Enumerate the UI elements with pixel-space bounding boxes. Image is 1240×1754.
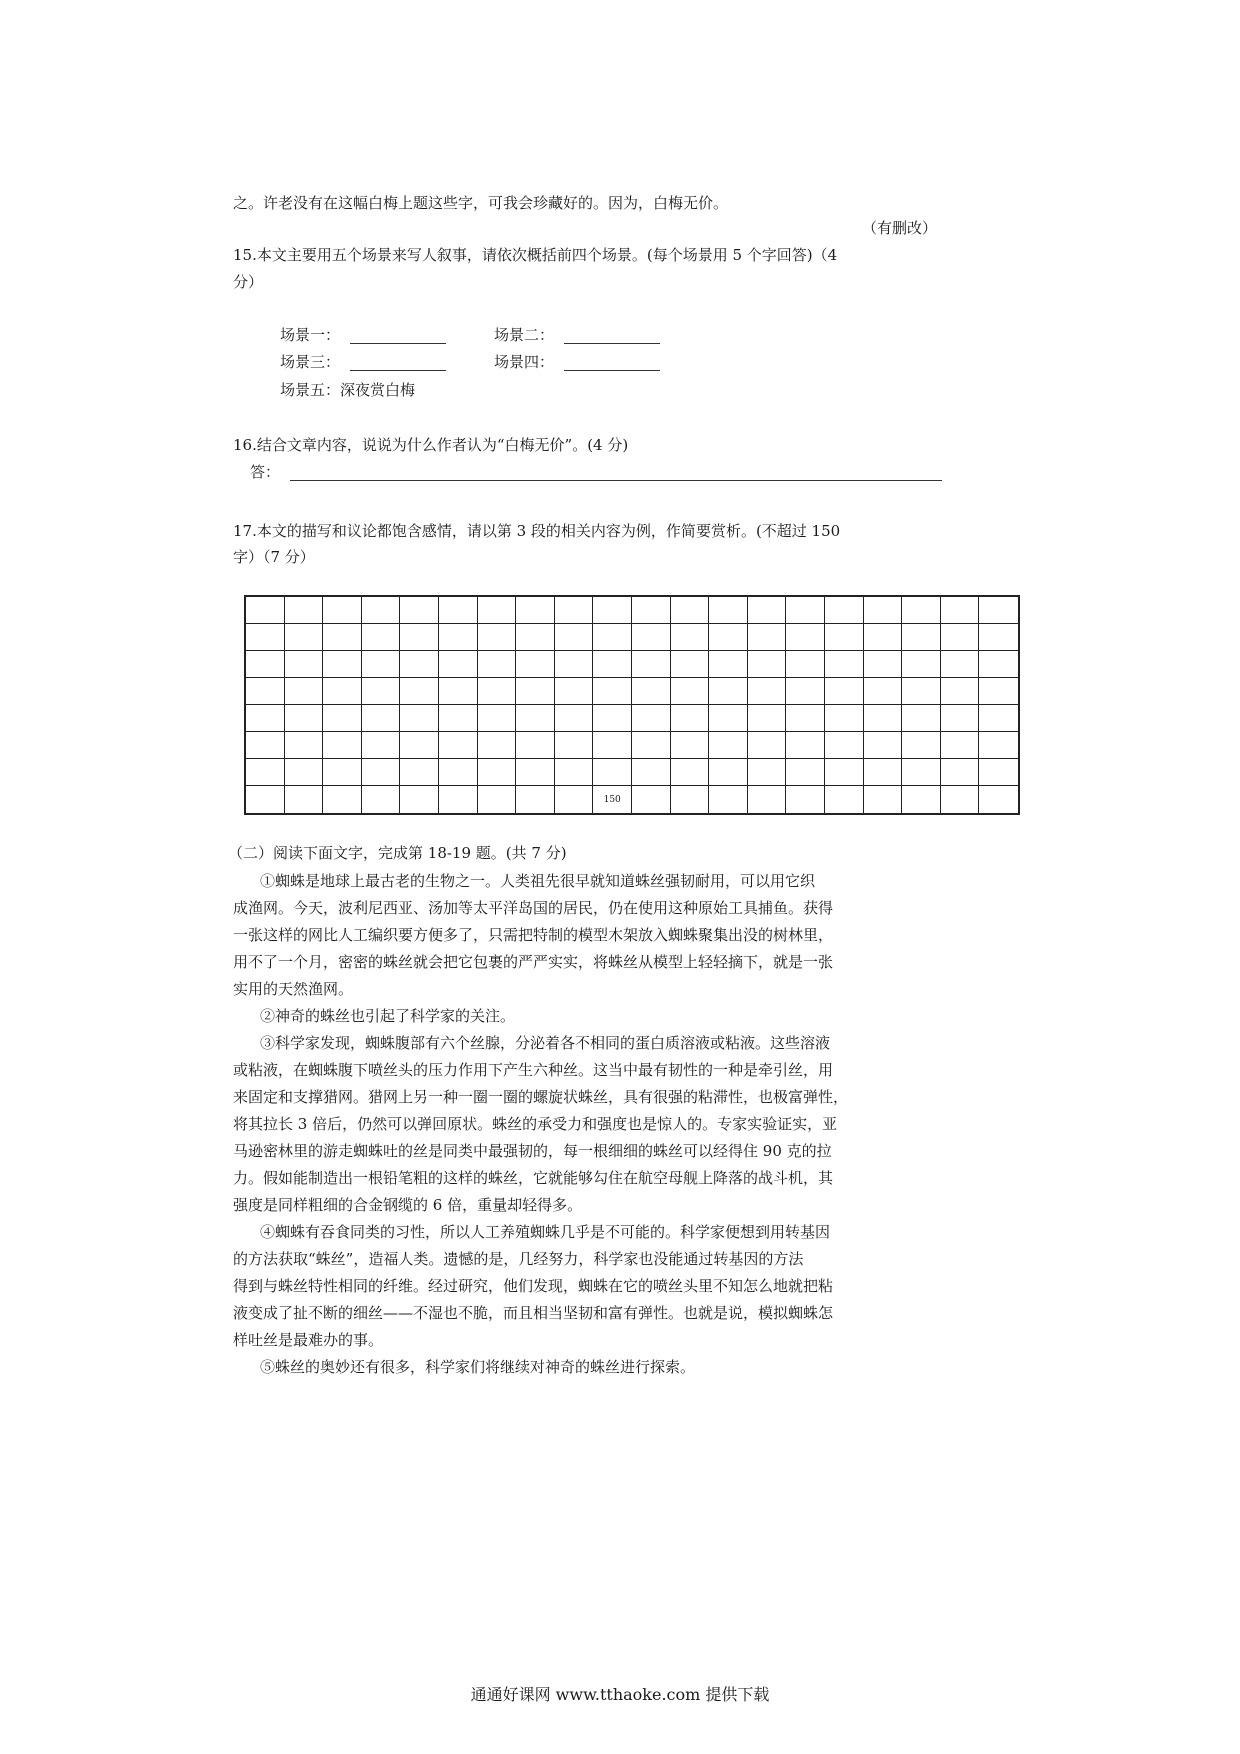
grid-cell[interactable] — [786, 732, 825, 759]
scene1-label: 场景一： — [280, 326, 341, 344]
grid-cell[interactable] — [632, 651, 671, 678]
grid-cell[interactable] — [786, 786, 825, 813]
grid-cell[interactable] — [902, 786, 941, 813]
q16-answer-line[interactable] — [290, 480, 942, 481]
grid-cell[interactable] — [555, 678, 594, 705]
grid-cell[interactable] — [864, 651, 903, 678]
para3-line: ③科学家发现，蜘蛛腹部有六个丝腺，分泌着各不相同的蛋白质溶液或粘液。这些溶液 — [260, 1034, 831, 1052]
grid-cell[interactable] — [285, 732, 324, 759]
grid-cell[interactable] — [786, 597, 825, 624]
para4-line: 得到与蛛丝特性相同的纤维。经过研究，他们发现，蜘蛛在它的喷丝头里不知怎么地就把粘 — [233, 1277, 834, 1295]
grid-cell[interactable] — [979, 732, 1018, 759]
grid-cell[interactable] — [478, 624, 517, 651]
para3-line: 来固定和支撑猎网。猎网上另一种一圈一圈的螺旋状蛛丝，具有很强的粘滞性，也极富弹性， — [233, 1088, 849, 1106]
grid-cell[interactable] — [516, 705, 555, 732]
grid-cell[interactable] — [748, 759, 787, 786]
grid-cell[interactable] — [555, 624, 594, 651]
grid-cell[interactable] — [400, 732, 439, 759]
scene3-answer-blank[interactable] — [350, 370, 446, 371]
grid-cell[interactable] — [979, 651, 1018, 678]
para4-line: ④蜘蛛有吞食同类的习性，所以人工养殖蜘蛛几乎是不可能的。科学家便想到用转基因 — [260, 1223, 831, 1241]
grid-cell[interactable] — [825, 651, 864, 678]
para1-line: 成渔网。今天，波利尼西亚、汤加等太平洋岛国的居民，仍在使用这种原始工具捕鱼。获得 — [233, 899, 834, 917]
grid-cell[interactable] — [362, 597, 401, 624]
grid-cell[interactable] — [246, 678, 285, 705]
grid-cell[interactable] — [709, 678, 748, 705]
grid-cell[interactable] — [555, 732, 594, 759]
q17-answer-grid[interactable] — [244, 595, 1020, 815]
grid-cell[interactable] — [979, 678, 1018, 705]
grid-cell[interactable] — [439, 705, 478, 732]
grid-cell[interactable] — [516, 759, 555, 786]
scene3-label: 场景三： — [280, 353, 341, 371]
grid-cell[interactable] — [941, 732, 980, 759]
grid-cell[interactable] — [400, 786, 439, 813]
grid-cell[interactable] — [478, 705, 517, 732]
grid-cell[interactable] — [748, 651, 787, 678]
grid-cell[interactable] — [362, 705, 401, 732]
grid-cell[interactable] — [555, 597, 594, 624]
grid-cell[interactable] — [941, 759, 980, 786]
grid-cell[interactable] — [864, 678, 903, 705]
q15-stem-line2: 分） — [233, 273, 264, 291]
grid-cell[interactable] — [246, 597, 285, 624]
grid-cell[interactable] — [439, 624, 478, 651]
q17-stem-line1: 17.本文的描写和议论都饱含感情，请以第 3 段的相关内容为例，作简要赏析。(不超过 150 — [233, 522, 841, 540]
grid-cell[interactable] — [941, 678, 980, 705]
grid-cell[interactable] — [478, 597, 517, 624]
grid-cell[interactable] — [786, 759, 825, 786]
grid-cell[interactable] — [555, 786, 594, 813]
grid-cell[interactable] — [323, 705, 362, 732]
para2-line: ②神奇的蛛丝也引起了科学家的关注。 — [260, 1007, 516, 1025]
grid-cell[interactable] — [516, 786, 555, 813]
footer-watermark: 通通好课网 www.tthaoke.com 提供下载 — [470, 1685, 770, 1704]
q15-stem-line1: 15.本文主要用五个场景来写人叙事，请依次概括前四个场景。(每个场景用 5 个字回答)（4 — [233, 246, 838, 264]
grid-cell[interactable] — [516, 732, 555, 759]
grid-cell[interactable] — [864, 759, 903, 786]
grid-cell[interactable] — [593, 597, 632, 624]
grid-cell[interactable] — [439, 597, 478, 624]
grid-cell[interactable] — [362, 651, 401, 678]
grid-cell[interactable] — [941, 786, 980, 813]
grid-cell[interactable] — [555, 651, 594, 678]
grid-cell[interactable] — [709, 651, 748, 678]
grid-cell[interactable] — [825, 597, 864, 624]
grid-cell[interactable] — [323, 732, 362, 759]
grid-cell[interactable] — [516, 624, 555, 651]
q16-answer-label: 答： — [250, 463, 281, 481]
grid-cell[interactable] — [439, 651, 478, 678]
scene1-answer-blank[interactable] — [350, 343, 446, 344]
para1-line: ①蜘蛛是地球上最古老的生物之一。人类祖先很早就知道蛛丝强韧耐用，可以用它织 — [260, 872, 816, 890]
grid-cell[interactable] — [864, 705, 903, 732]
grid-cell[interactable] — [671, 678, 710, 705]
grid-count-mark: 150 — [603, 794, 621, 805]
grid-cell[interactable] — [748, 705, 787, 732]
grid-cell[interactable] — [902, 624, 941, 651]
para5-line: ⑤蛛丝的奥妙还有很多，科学家们将继续对神奇的蛛丝进行探索。 — [260, 1358, 696, 1376]
grid-cell[interactable] — [285, 759, 324, 786]
grid-cell[interactable] — [362, 678, 401, 705]
grid-cell[interactable] — [941, 597, 980, 624]
grid-cell[interactable] — [671, 705, 710, 732]
source-note: （有删改） — [862, 219, 938, 237]
grid-cell[interactable] — [825, 732, 864, 759]
grid-cell[interactable] — [709, 759, 748, 786]
grid-cell[interactable] — [748, 732, 787, 759]
grid-cell[interactable] — [632, 786, 671, 813]
grid-cell[interactable] — [285, 786, 324, 813]
grid-cell[interactable] — [285, 678, 324, 705]
grid-cell[interactable] — [671, 759, 710, 786]
grid-cell[interactable] — [902, 678, 941, 705]
grid-cell[interactable] — [246, 705, 285, 732]
grid-cell[interactable] — [400, 678, 439, 705]
grid-cell[interactable] — [825, 705, 864, 732]
grid-cell[interactable] — [632, 759, 671, 786]
scene4-answer-blank[interactable] — [564, 370, 660, 371]
grid-cell[interactable] — [439, 732, 478, 759]
grid-cell[interactable] — [439, 759, 478, 786]
grid-cell[interactable] — [825, 786, 864, 813]
grid-cell[interactable] — [593, 786, 632, 813]
grid-cell[interactable] — [748, 597, 787, 624]
grid-cell[interactable] — [323, 597, 362, 624]
grid-cell[interactable] — [709, 786, 748, 813]
grid-cell[interactable] — [825, 678, 864, 705]
para3-line: 或粘液，在蜘蛛腹下喷丝头的压力作用下产生六种丝。这当中最有韧性的一种是牵引丝，用 — [233, 1061, 834, 1079]
para1-line: 实用的天然渔网。 — [233, 980, 354, 998]
grid-cell[interactable] — [941, 705, 980, 732]
grid-cell[interactable] — [400, 597, 439, 624]
grid-cell[interactable] — [786, 678, 825, 705]
grid-cell[interactable] — [516, 678, 555, 705]
grid-cell[interactable] — [864, 597, 903, 624]
grid-cell[interactable] — [246, 624, 285, 651]
q17-stem-line2: 字）（7 分） — [233, 548, 315, 566]
grid-cell[interactable] — [478, 678, 517, 705]
grid-cell[interactable] — [979, 759, 1018, 786]
grid-cell[interactable] — [593, 678, 632, 705]
grid-cell[interactable] — [478, 786, 517, 813]
grid-cell[interactable] — [632, 624, 671, 651]
grid-cell[interactable] — [593, 759, 632, 786]
grid-cell[interactable] — [323, 759, 362, 786]
scene5-text: 场景五：深夜赏白梅 — [280, 381, 416, 399]
grid-cell[interactable] — [864, 786, 903, 813]
grid-cell[interactable] — [748, 678, 787, 705]
grid-cell[interactable] — [671, 624, 710, 651]
para4-line: 的方法获取“蛛丝”，造福人类。遗憾的是，几经努力，科学家也没能通过转基因的方法 — [233, 1250, 804, 1268]
grid-cell[interactable] — [864, 624, 903, 651]
para1-line: 一张这样的网比人工编织要方便多了，只需把特制的模型木架放入蜘蛛聚集出没的树林里， — [233, 926, 834, 944]
grid-cell[interactable] — [323, 624, 362, 651]
grid-cell[interactable] — [362, 732, 401, 759]
grid-cell[interactable] — [439, 678, 478, 705]
grid-cell[interactable] — [400, 651, 439, 678]
grid-cell[interactable] — [748, 624, 787, 651]
grid-cell[interactable] — [902, 597, 941, 624]
grid-cell[interactable] — [632, 678, 671, 705]
scene4-label: 场景四： — [494, 353, 555, 371]
grid-cell[interactable] — [323, 678, 362, 705]
grid-cell[interactable] — [246, 651, 285, 678]
grid-cell[interactable] — [246, 759, 285, 786]
grid-cell[interactable] — [709, 732, 748, 759]
grid-cell[interactable] — [478, 759, 517, 786]
grid-cell[interactable] — [555, 759, 594, 786]
grid-cell[interactable] — [902, 705, 941, 732]
grid-cell[interactable] — [671, 651, 710, 678]
q16-stem: 16.结合文章内容，说说为什么作者认为“白梅无价”。(4 分) — [233, 436, 629, 454]
grid-cell[interactable] — [478, 732, 517, 759]
grid-cell[interactable] — [864, 732, 903, 759]
grid-cell[interactable] — [285, 624, 324, 651]
para1-line: 用不了一个月，密密的蛛丝就会把它包裹的严严实实，将蛛丝从模型上轻轻摘下，就是一张 — [233, 953, 834, 971]
grid-cell[interactable] — [593, 624, 632, 651]
grid-cell[interactable] — [593, 705, 632, 732]
grid-cell[interactable] — [246, 786, 285, 813]
scene2-label: 场景二： — [494, 326, 555, 344]
grid-cell[interactable] — [709, 624, 748, 651]
grid-cell[interactable] — [478, 651, 517, 678]
passage-ending-line: 之。许老没有在这幅白梅上题这些字，可我会珍藏好的。因为，白梅无价。 — [233, 194, 729, 212]
para3-line: 马逊密林里的游走蜘蛛吐的丝是同类中最强韧的，每一根细细的蛛丝可以经得住 90 克的拉 — [233, 1142, 832, 1160]
grid-cell[interactable] — [400, 759, 439, 786]
grid-cell[interactable] — [825, 759, 864, 786]
para3-line: 强度是同样粗细的合金钢缆的 6 倍，重量却轻得多。 — [233, 1196, 583, 1214]
grid-cell[interactable] — [285, 705, 324, 732]
grid-cell[interactable] — [902, 651, 941, 678]
para3-line: 将其拉长 3 倍后，仍然可以弹回原状。蛛丝的承受力和强度也是惊人的。专家实验证实，亚 — [233, 1115, 838, 1133]
grid-cell[interactable] — [941, 651, 980, 678]
grid-cell[interactable] — [632, 705, 671, 732]
grid-cell[interactable] — [748, 786, 787, 813]
grid-cell[interactable] — [671, 732, 710, 759]
grid-cell[interactable] — [979, 624, 1018, 651]
grid-cell[interactable] — [632, 732, 671, 759]
section2-heading: （二）阅读下面文字，完成第 18-19 题。(共 7 分) — [228, 844, 567, 862]
grid-cell[interactable] — [285, 651, 324, 678]
grid-cell[interactable] — [555, 705, 594, 732]
grid-cell[interactable] — [516, 651, 555, 678]
grid-cell[interactable] — [323, 651, 362, 678]
grid-cell[interactable] — [979, 705, 1018, 732]
grid-cell[interactable] — [593, 651, 632, 678]
grid-cell[interactable] — [979, 786, 1018, 813]
grid-cell[interactable] — [323, 786, 362, 813]
grid-cell[interactable] — [400, 705, 439, 732]
grid-cell[interactable] — [902, 759, 941, 786]
grid-cell[interactable] — [362, 759, 401, 786]
grid-cell[interactable] — [593, 732, 632, 759]
grid-cell[interactable] — [786, 624, 825, 651]
grid-cell[interactable] — [362, 786, 401, 813]
grid-cell[interactable] — [786, 705, 825, 732]
grid-cell[interactable] — [979, 597, 1018, 624]
para3-line: 力。假如能制造出一根铅笔粗的这样的蛛丝，它就能够勾住在航空母舰上降落的战斗机，其 — [233, 1169, 834, 1187]
para4-line: 液变成了扯不断的细丝——不湿也不脆，而且相当坚韧和富有弹性。也就是说，模拟蜘蛛怎 — [233, 1304, 834, 1322]
grid-cell[interactable] — [786, 651, 825, 678]
grid-cell[interactable] — [825, 624, 864, 651]
grid-cell[interactable] — [941, 624, 980, 651]
grid-cell[interactable] — [671, 786, 710, 813]
scene2-answer-blank[interactable] — [564, 343, 660, 344]
grid-cell[interactable] — [285, 597, 324, 624]
grid-cell[interactable] — [246, 732, 285, 759]
grid-cell[interactable] — [709, 705, 748, 732]
grid-cell[interactable] — [362, 624, 401, 651]
grid-cell[interactable] — [516, 597, 555, 624]
grid-cell[interactable] — [632, 597, 671, 624]
para4-line: 样吐丝是最难办的事。 — [233, 1331, 384, 1349]
grid-cell[interactable] — [400, 624, 439, 651]
grid-cell[interactable] — [902, 732, 941, 759]
grid-cell[interactable] — [671, 597, 710, 624]
grid-cell[interactable] — [439, 786, 478, 813]
grid-cell[interactable] — [709, 597, 748, 624]
